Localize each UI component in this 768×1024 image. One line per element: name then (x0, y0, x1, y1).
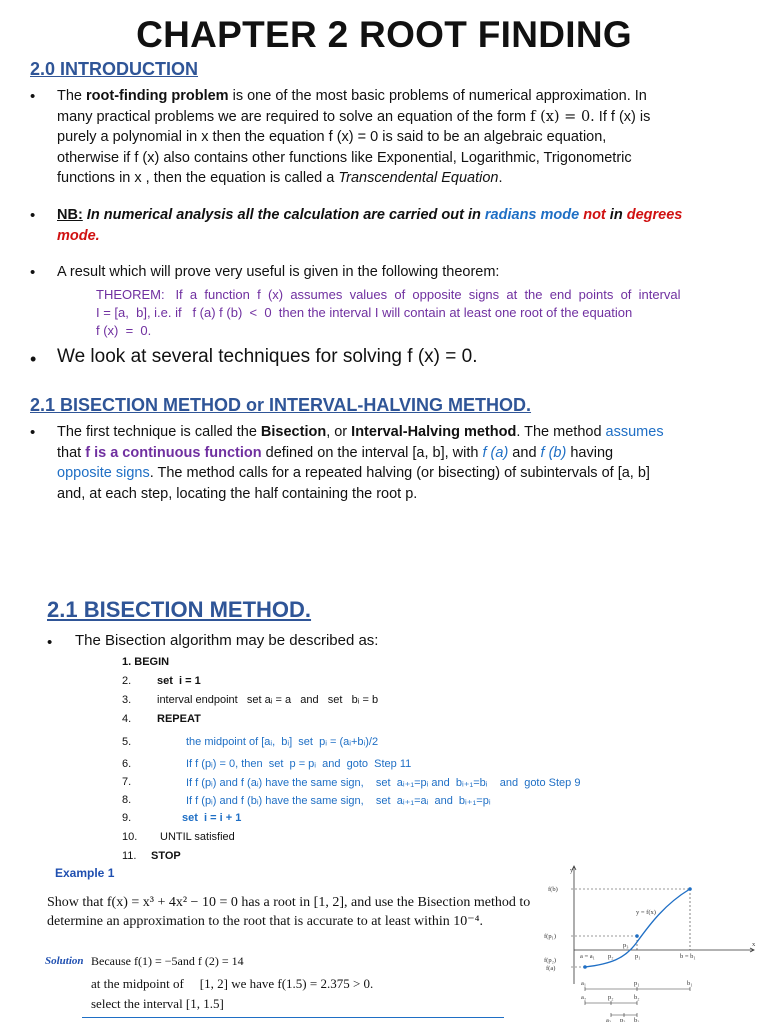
solution-label: Solution (45, 955, 84, 967)
techniques-line: We look at several techniques for solving f (x) = 0. (57, 346, 478, 367)
graph-label-x: x (752, 941, 756, 948)
step-2: 2. set i = 1 (122, 675, 201, 687)
graph-label-r3a: a₃ (606, 1017, 612, 1022)
graph-label-r1b: b₁ (687, 980, 693, 987)
bisection-intro-heading: 2.1 BISECTION METHOD or INTERVAL-HALVING METHOD. (30, 395, 532, 415)
intro-heading: 2.0 INTRODUCTION (30, 59, 199, 79)
step-6: 6. If f (pᵢ) = 0, then set p = pᵢ and goto Step 11 (122, 758, 412, 770)
bullet-icon: • (47, 634, 53, 651)
bisection-heading: 2.1 BISECTION METHOD. (47, 597, 312, 622)
graph-label-r2p: p₂ (608, 994, 614, 1001)
bullet-icon: • (30, 424, 36, 441)
solution-line-3: select the interval [1, 1.5] (91, 996, 224, 1011)
solution-divider (82, 1017, 504, 1018)
step-3: 3. interval endpoint set aᵢ = a and set bᵢ = b (122, 694, 379, 706)
graph-label-r1p: p₁ (634, 980, 640, 987)
bullet-icon: • (30, 207, 36, 224)
graph-label-r2a: a₂ (581, 994, 587, 1001)
bisection-graph (540, 864, 762, 1022)
bullet-icon: • (30, 264, 36, 281)
nb-note: NB: In numerical analysis all the calculation are carried out in radians mode not in degrees mode. (57, 207, 683, 244)
point-fa (583, 965, 587, 969)
graph-label-curve: y = f(x) (636, 909, 656, 916)
graph-label-r1a: a₁ (581, 980, 587, 987)
step-8: 8. If f (pᵢ) and f (bᵢ) have the same sign, set aᵢ₊₁=aᵢ and bᵢ₊₁=pᵢ (122, 794, 491, 807)
theorem-lead: A result which will prove very useful is given in the following theorem: (57, 264, 500, 280)
step-11: 11. STOP (122, 850, 181, 862)
algorithm-steps (122, 656, 662, 866)
graph-label-r3b: b₃ (634, 1017, 640, 1022)
step-10: 10. UNTIL satisfied (122, 831, 235, 843)
graph-label-r2b: b₂ (634, 994, 640, 1001)
step-9: 9. set i = i + 1 (122, 812, 242, 824)
solution-line-2: at the midpoint of [1, 2] we have f(1.5) = 2.375 > 0. (91, 976, 374, 991)
graph-label-fp2: f(p₂) (544, 957, 557, 964)
graph-label-fp1: f(p₁) (544, 933, 557, 940)
theorem-box: THEOREM: If a function f (x) assumes values of opposite signs at the end points of interval I = [a, b], i.e. if f (a) f (b) < 0 then the interval I will contain at least one root of the equation f (x) = 0. (96, 287, 681, 338)
bisection-intro-paragraph: The first technique is called the Bisection, or Interval-Halving method. The method assumes that f is a continuous function defined on the interval [a, b], with f (a) and f (b) having opposite signs. The method calls for a repeated halving (or bisecting) of subintervals of [a, b] and, at each step, locating the half containing the root p. (57, 424, 664, 502)
graph-label-b: b = b₁ (680, 953, 696, 960)
solution-line-1: Because f(1) = −5and f (2) = 14 (91, 954, 244, 968)
point-fb (688, 887, 692, 891)
point-fp1 (635, 934, 639, 938)
graph-label-p1: p₁ (635, 953, 641, 960)
example-label: Example 1 (55, 866, 115, 880)
graph-label-p3: p₃ (623, 942, 629, 949)
graph-label-fa: f(a) (546, 965, 556, 972)
algorithm-lead: The Bisection algorithm may be described as: (75, 632, 379, 649)
step-4: 4. REPEAT (122, 713, 201, 725)
graph-label-y: y (570, 867, 574, 874)
graph-label-r3p: p₃ (620, 1017, 626, 1022)
example-statement: Show that f(x) = x³ + 4x² − 10 = 0 has a root in [1, 2], and use the Bisection method to determine an approximation to the root that is accurate to at least within 10⁻⁴. (47, 895, 531, 929)
graph-label-a: a = a₁ (580, 953, 595, 960)
graph-label-fb: f(b) (548, 886, 558, 893)
bullet-icon: • (30, 88, 36, 105)
chapter-title: CHAPTER 2 ROOT FINDING (136, 14, 632, 55)
step-5: 5. the midpoint of [aᵢ, bᵢ] set pᵢ = (aᵢ+bᵢ)/2 (122, 736, 379, 748)
bullet-icon: • (30, 349, 37, 369)
graph-label-p2: p₂ (608, 953, 614, 960)
intro-paragraph: The root-finding problem is one of the most basic problems of numerical approximation. In many practical problems we are required to solve an equation of the form f (x) = 0. If f (x) is purely a polynomial in x then the equation f (x) = 0 is said to be an algebraic equation, otherwise if f (x) also contains other functions like Exponential, Logarithmic, Trigonometric functions in x , then the equation is called a Transcendental Equation. (57, 88, 651, 186)
step-1: 1. BEGIN (122, 656, 170, 668)
step-7: 7. If f (pᵢ) and f (aᵢ) have the same sign, set aᵢ₊₁=pᵢ and bᵢ₊₁=bᵢ and goto Step 9 (122, 776, 581, 789)
